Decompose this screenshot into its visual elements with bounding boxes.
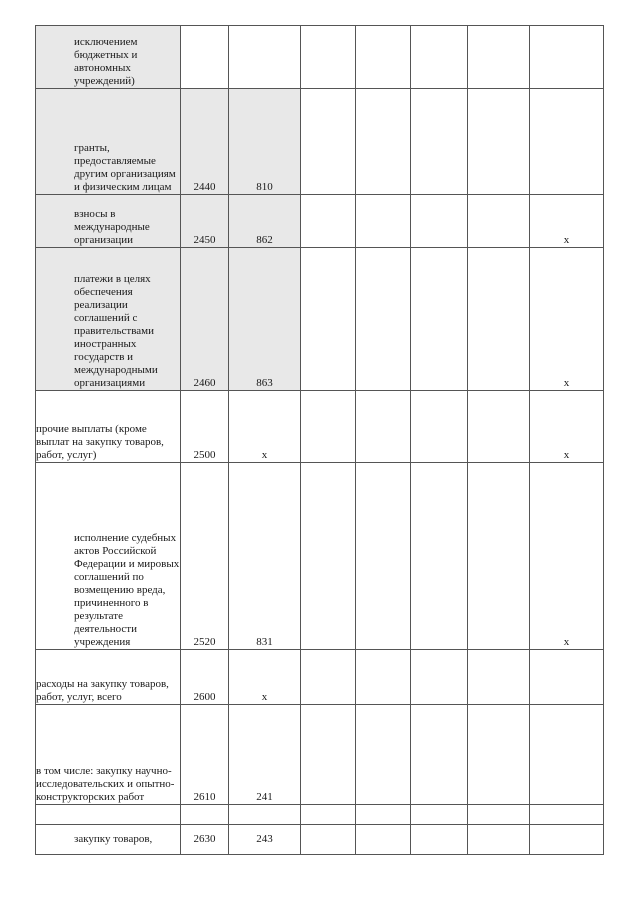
line-code-cell: 2500: [181, 391, 229, 463]
amount-cell: [411, 805, 468, 825]
row-name: исполнение судебных актов Российской Федерации и мировых соглашений по возмещению вреда, причиненного в результате деятельности учреждения: [74, 532, 180, 648]
row-name-cell: [36, 248, 181, 391]
line-code-cell: 2440: [181, 89, 229, 195]
last-cell: x: [530, 391, 604, 463]
amount-cell: [356, 463, 411, 650]
last-cell: x: [530, 248, 604, 391]
budget-code-cell: [229, 805, 301, 825]
table-row: [36, 26, 604, 89]
line-code-cell: 2520: [181, 463, 229, 650]
budget-code-cell: 241: [229, 705, 301, 805]
amount-cell: [356, 705, 411, 805]
amount-cell: [301, 195, 356, 248]
budget-code-cell: 243: [229, 825, 301, 855]
amount-cell: [468, 248, 530, 391]
last-cell: [530, 805, 604, 825]
amount-cell: [356, 825, 411, 855]
row-name-cell: [36, 825, 181, 855]
amount-cell: [301, 26, 356, 89]
amount-cell: [468, 805, 530, 825]
table-row: [36, 705, 604, 805]
line-code-cell: 2450: [181, 195, 229, 248]
table-row: [36, 805, 604, 825]
amount-cell: [356, 26, 411, 89]
row-name: гранты, предоставляемые другим организациям и физическим лицам: [74, 142, 176, 193]
amount-cell: [468, 705, 530, 805]
amount-cell: [468, 195, 530, 248]
amount-cell: [301, 825, 356, 855]
amount-cell: [356, 89, 411, 195]
amount-cell: [356, 391, 411, 463]
last-cell: [530, 26, 604, 89]
last-cell: [530, 825, 604, 855]
row-name: исключением бюджетных и автономных учреждений): [74, 36, 138, 87]
budget-code-cell: x: [229, 650, 301, 705]
line-code-cell: [181, 26, 229, 89]
table-row: [36, 248, 604, 391]
budget-code-cell: x: [229, 391, 301, 463]
amount-cell: [356, 805, 411, 825]
last-cell: [530, 705, 604, 805]
row-name-cell: [36, 805, 181, 825]
amount-cell: [301, 89, 356, 195]
table-row: [36, 650, 604, 705]
row-name: расходы на закупку товаров, работ, услуг, всего: [36, 678, 169, 703]
amount-cell: [301, 805, 356, 825]
budget-code-cell: 831: [229, 463, 301, 650]
amount-cell: [301, 391, 356, 463]
row-name: в том числе: закупку научно-исследовательских и опытно-конструкторских работ: [36, 765, 175, 803]
line-code-cell: [181, 805, 229, 825]
row-name-cell: [36, 26, 181, 89]
row-name-cell: [36, 195, 181, 248]
last-cell: [530, 89, 604, 195]
last-cell: x: [530, 195, 604, 248]
amount-cell: [468, 463, 530, 650]
row-name: прочие выплаты (кроме выплат на закупку товаров, работ, услуг): [36, 423, 164, 461]
row-name: закупку товаров,: [74, 833, 153, 845]
table-row: [36, 825, 604, 855]
last-cell: [530, 650, 604, 705]
amount-cell: [411, 705, 468, 805]
amount-cell: [411, 195, 468, 248]
line-code-cell: 2630: [181, 825, 229, 855]
table-row: [36, 89, 604, 195]
table-row: [36, 195, 604, 248]
amount-cell: [468, 26, 530, 89]
budget-code-cell: 810: [229, 89, 301, 195]
budget-code-cell: 863: [229, 248, 301, 391]
amount-cell: [468, 825, 530, 855]
table-row: [36, 391, 604, 463]
row-name: взносы в международные организации: [74, 208, 150, 246]
amount-cell: [411, 391, 468, 463]
table-row: [36, 463, 604, 650]
budget-code-cell: [229, 26, 301, 89]
last-cell: x: [530, 463, 604, 650]
row-name-cell: [36, 705, 181, 805]
amount-cell: [301, 248, 356, 391]
amount-cell: [468, 391, 530, 463]
amount-cell: [356, 195, 411, 248]
amount-cell: [411, 825, 468, 855]
row-name: платежи в целях обеспечения реализации соглашений с правительствами иностранных государств и международными организациями: [74, 273, 158, 389]
line-code-cell: 2610: [181, 705, 229, 805]
amount-cell: [411, 463, 468, 650]
amount-cell: [411, 650, 468, 705]
amount-cell: [301, 463, 356, 650]
amount-cell: [411, 26, 468, 89]
amount-cell: [356, 650, 411, 705]
amount-cell: [301, 705, 356, 805]
amount-cell: [411, 89, 468, 195]
row-name-cell: [36, 650, 181, 705]
finance-table: [35, 25, 604, 855]
row-name-cell: [36, 391, 181, 463]
amount-cell: [356, 248, 411, 391]
amount-cell: [301, 650, 356, 705]
row-name-cell: [36, 89, 181, 195]
row-name-cell: [36, 463, 181, 650]
amount-cell: [468, 89, 530, 195]
budget-code-cell: 862: [229, 195, 301, 248]
line-code-cell: 2460: [181, 248, 229, 391]
amount-cell: [411, 248, 468, 391]
amount-cell: [468, 650, 530, 705]
line-code-cell: 2600: [181, 650, 229, 705]
